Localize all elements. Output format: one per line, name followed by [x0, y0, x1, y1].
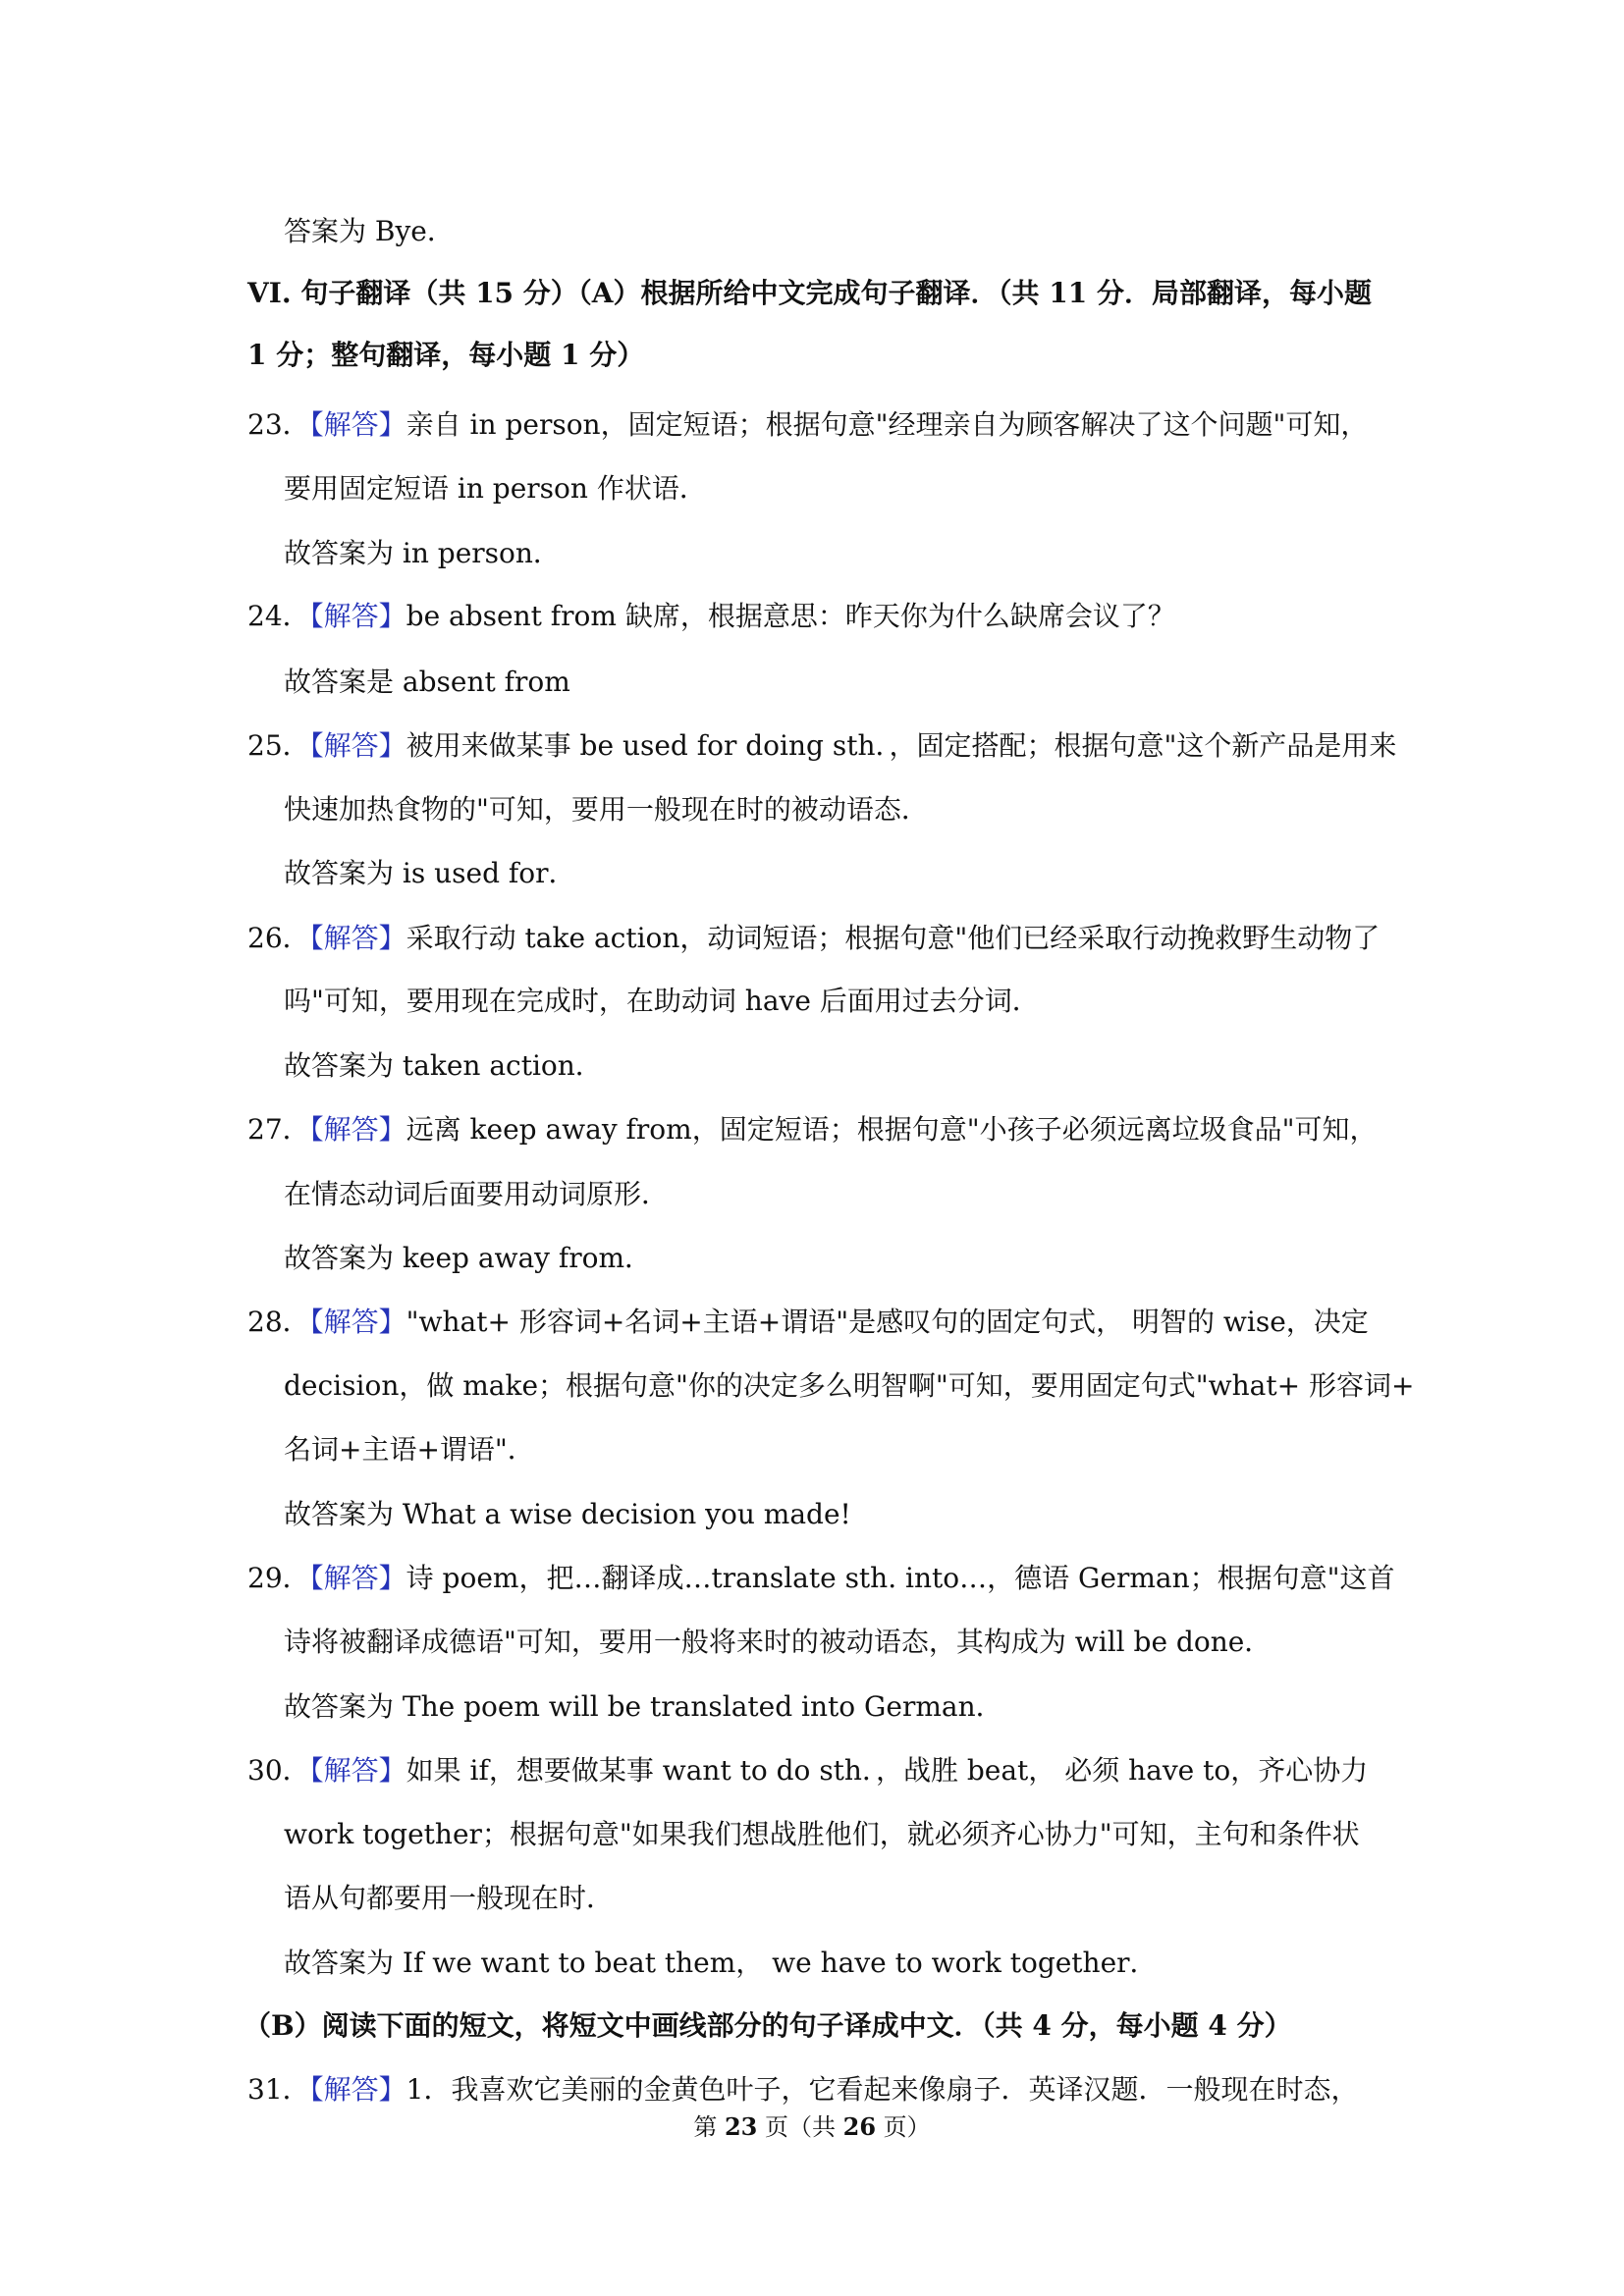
question-number: 31．: [247, 2073, 310, 2106]
q30: 30．【解答】如果 if，想要做某事 want to do sth．，战胜 beat， 必须 have to，齐心协力: [247, 1754, 1369, 1787]
line-26: 语从句都要用一般现在时．: [284, 1882, 615, 1914]
question-number: 25．: [247, 729, 310, 762]
line-12: 吗"可知，要用现在完成时，在助动词 have 后面用过去分词．: [284, 985, 1040, 1017]
question-number: 26．: [247, 922, 310, 954]
section-heading-vi-cont: 1 分；整句翻译，每小题 1 分）: [247, 339, 645, 371]
answer-tag: 【解答】: [309, 1113, 406, 1146]
question-number: 28．: [247, 1306, 310, 1338]
line-16: 故答案为 keep away from．: [284, 1242, 653, 1274]
line-18: decision，做 make；根据句意"你的决定多么明智啊"可知，要用固定句式"what+ 形容词+: [284, 1369, 1415, 1402]
line-4: 要用固定短语 in person 作状语．: [284, 472, 707, 505]
q31: 31．【解答】1．我喜欢它美丽的金黄色叶子，它看起来像扇子．英译汉题．一般现在时态，: [247, 2073, 1359, 2106]
question-number: 27．: [247, 1113, 310, 1146]
line-13: 故答案为 taken action．: [284, 1049, 603, 1082]
line-20: 故答案为 What a wise decision you made!: [284, 1498, 851, 1530]
section-heading-b: （B）阅读下面的短文，将短文中画线部分的句子译成中文．（共 4 分，每小题 4 分）: [244, 2009, 1292, 2042]
line-0: 答案为 Bye．: [284, 215, 455, 247]
line-9: 快速加热食物的"可知，要用一般现在时的被动语态．: [284, 793, 929, 826]
line-5: 故答案为 in person．: [284, 537, 561, 569]
answer-tag: 【解答】: [309, 408, 406, 441]
answer-tag: 【解答】: [309, 1754, 406, 1787]
q26: 26．【解答】采取行动 take action，动词短语；根据句意"他们已经采取行动挽救野生动物了: [247, 922, 1380, 954]
answer-tag: 【解答】: [309, 922, 406, 954]
line-15: 在情态动词后面要用动词原形．: [284, 1178, 670, 1210]
question-number: 24．: [247, 600, 310, 632]
line-7: 故答案是 absent from: [284, 666, 570, 698]
q24: 24．【解答】be absent from 缺席，根据意思：昨天你为什么缺席会议了？: [247, 600, 1175, 632]
question-number: 29．: [247, 1562, 310, 1594]
answer-tag: 【解答】: [309, 2073, 406, 2106]
answer-tag: 【解答】: [309, 1562, 406, 1594]
line-25: work together；根据句意"如果我们想战胜他们，就必须齐心协力"可知，主句和条件状: [284, 1818, 1360, 1850]
question-number: 23．: [247, 408, 310, 441]
line-27: 故答案为 If we want to beat them， we have to work together．: [284, 1947, 1158, 1979]
page-footer: 第 23 页（共 26 页）: [693, 2112, 931, 2141]
section-heading-vi: VI. 句子翻译（共 15 分）（A）根据所给中文完成句子翻译．（共 11 分．局部翻译，每小题: [247, 277, 1372, 309]
question-number: 30．: [247, 1754, 310, 1787]
line-23: 故答案为 The poem will be translated into German．: [284, 1690, 1003, 1723]
line-22: 诗将被翻译成德语"可知，要用一般将来时的被动语态，其构成为 will be done．: [284, 1626, 1272, 1658]
answer-tag: 【解答】: [309, 600, 406, 632]
answer-tag: 【解答】: [309, 1306, 406, 1338]
q25: 25．【解答】被用来做某事 be used for doing sth．，固定搭配；根据句意"这个新产品是用来: [247, 729, 1397, 762]
line-10: 故答案为 is used for．: [284, 857, 576, 889]
answer-tag: 【解答】: [309, 729, 406, 762]
line-19: 名词+主语+谓语"．: [284, 1433, 535, 1466]
q29: 29．【解答】诗 poem，把…翻译成…translate sth. into…，德语 German；根据句意"这首: [247, 1562, 1395, 1594]
q23: 23．【解答】亲自 in person，固定短语；根据句意"经理亲自为顾客解决了这个问题"可知，: [247, 408, 1369, 441]
q28: 28．【解答】"what+ 形容词+名词+主语+谓语"是感叹句的固定句式， 明智的 wise，决定: [247, 1306, 1369, 1338]
q27: 27．【解答】远离 keep away from，固定短语；根据句意"小孩子必须远离垃圾食品"可知，: [247, 1113, 1378, 1146]
